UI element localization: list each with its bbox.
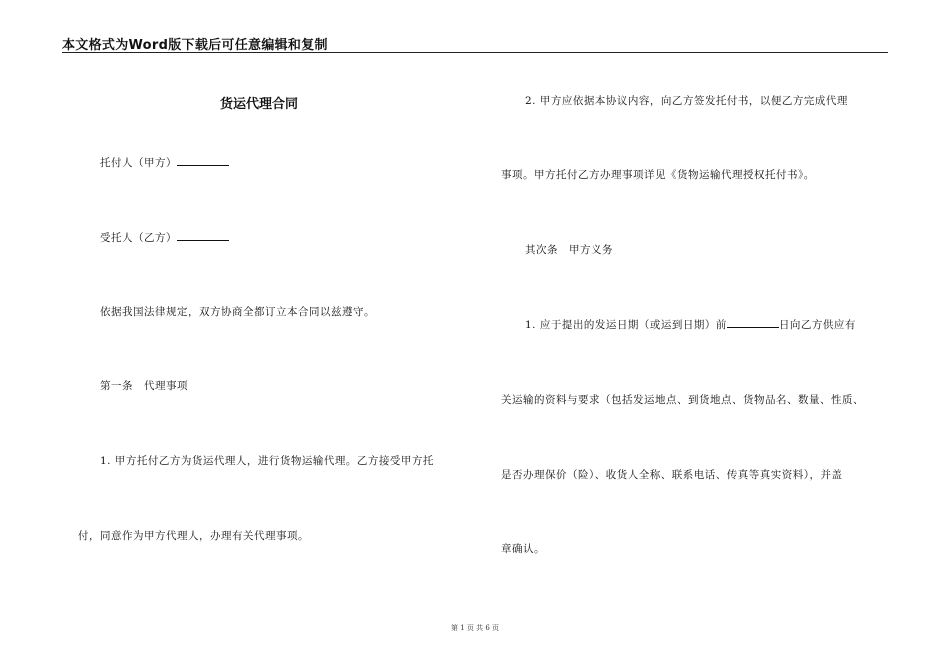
article2-item1-line3: 是否办理保价（险）、收货人全称、联系电话、传真等真实资料），并盖 [501,469,843,481]
article2-heading: 其次条 甲方义务 [525,244,613,256]
page-header [62,34,888,53]
consignor-line [100,155,229,170]
article2-item1-line2: 关运输的资料与要求（包括发运地点、到货地点、货物品名、数量、性质、 [501,394,864,406]
document-title: 货运代理合同 [220,97,299,112]
consignor-label: 托付人（甲方） [100,157,177,169]
consignee-blank [177,230,229,241]
article1-heading: 第一条 代理事项 [100,380,188,392]
consignee-label: 受托人（乙方） [100,232,177,244]
item2-line1: 2. 甲方应依据本协议内容，向乙方签发托付书，以便乙方完成代理 [525,95,848,107]
preamble: 依据我国法律规定，双方协商全都订立本合同以兹遵守。 [100,306,375,318]
article2-item1-suffix: 日向乙方供应有 [778,319,856,331]
item2-line2: 事项。甲方托付乙方办理事项详见《货物运输代理授权托付书》。 [501,169,815,181]
consignor-blank [177,155,229,166]
article2-item1-line1 [525,317,856,332]
consignee-line [100,230,229,245]
article2-item1-line4: 章确认。 [501,543,545,555]
page-footer: 第 1 页 共 6 页 [450,624,500,632]
article1-item1-line2: 付，同意作为甲方代理人，办理有关代理事项。 [78,530,309,542]
article2-item1-prefix: 1. 应于提出的发运日期（或运到日期）前 [525,319,727,331]
date-blank [727,317,779,328]
article1-item1-line1: 1. 甲方托付乙方为货运代理人，进行货物运输代理。乙方接受甲方托 [100,455,434,467]
header-text: 本文格式为Word版下载后可任意编辑和复制 [62,38,328,53]
